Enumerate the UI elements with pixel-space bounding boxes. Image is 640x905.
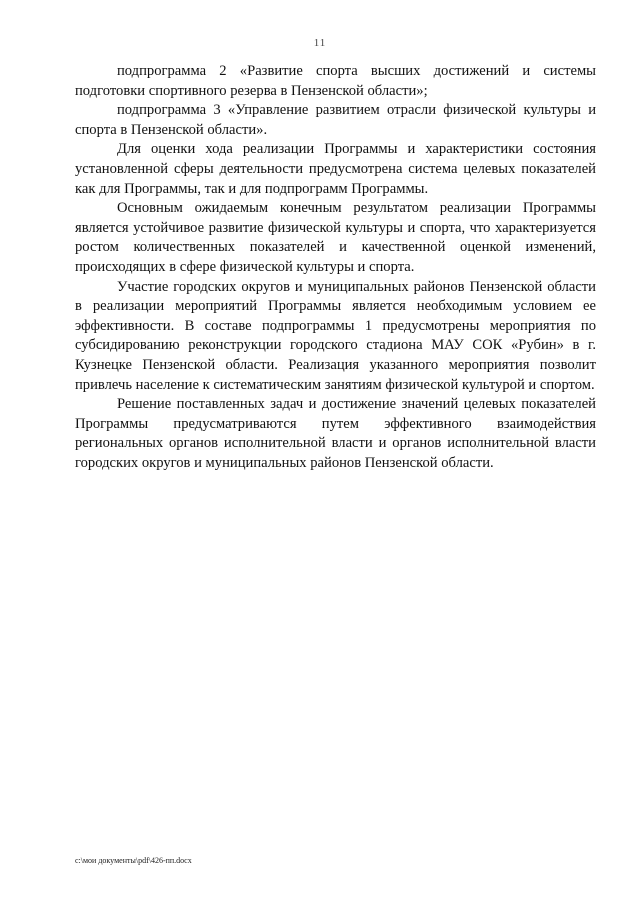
paragraph-expected-result: Основным ожидаемым конечным результатом реализации Программы является устойчивое развитие физической культуры и спорта, что характеризуется ростом количественных показателей и качественной оценкой изменений, происходящих в сфере физической культуры и спорта. xyxy=(75,200,596,275)
paragraph-municipal-participation: Участие городских округов и муниципальных районов Пензенской области в реализации мероприятий Программы является необходимым условием ее эффективности. В составе подпрограммы 1 предусмотрены мероприятия по субсидированию реконструкции городского стадиона МАУ СОК «Рубин» в г. Кузнецке Пензенской области. Реализация указанного мероприятия позволит привлечь население к систематическим занятиям физической культурой и спортом. xyxy=(75,278,596,393)
paragraph-subprogram-3: подпрограмма 3 «Управление развитием отрасли физической культуры и спорта в Пензенской области». xyxy=(75,102,596,138)
document-body xyxy=(75,62,596,473)
paragraph-indicators: Для оценки хода реализации Программы и характеристики состояния установленной сферы деятельности предусмотрена система целевых показателей как для Программы, так и для подпрограмм Программы. xyxy=(75,141,596,197)
page-number: 11 xyxy=(313,37,327,49)
paragraph-subprogram-2: подпрограмма 2 «Развитие спорта высших достижений и системы подготовки спортивного резерва в Пензенской области»; xyxy=(75,63,596,99)
paragraph-task-solution: Решение поставленных задач и достижение значений целевых показателей Программы предусматриваются путем эффективного взаимодействия региональных органов исполнительной власти и органов исполнительной власти городских округов и муниципальных районов Пензенской области. xyxy=(75,396,596,471)
footer-file-path: c:\мои документы\pdf\426-пп.docx xyxy=(75,856,192,865)
